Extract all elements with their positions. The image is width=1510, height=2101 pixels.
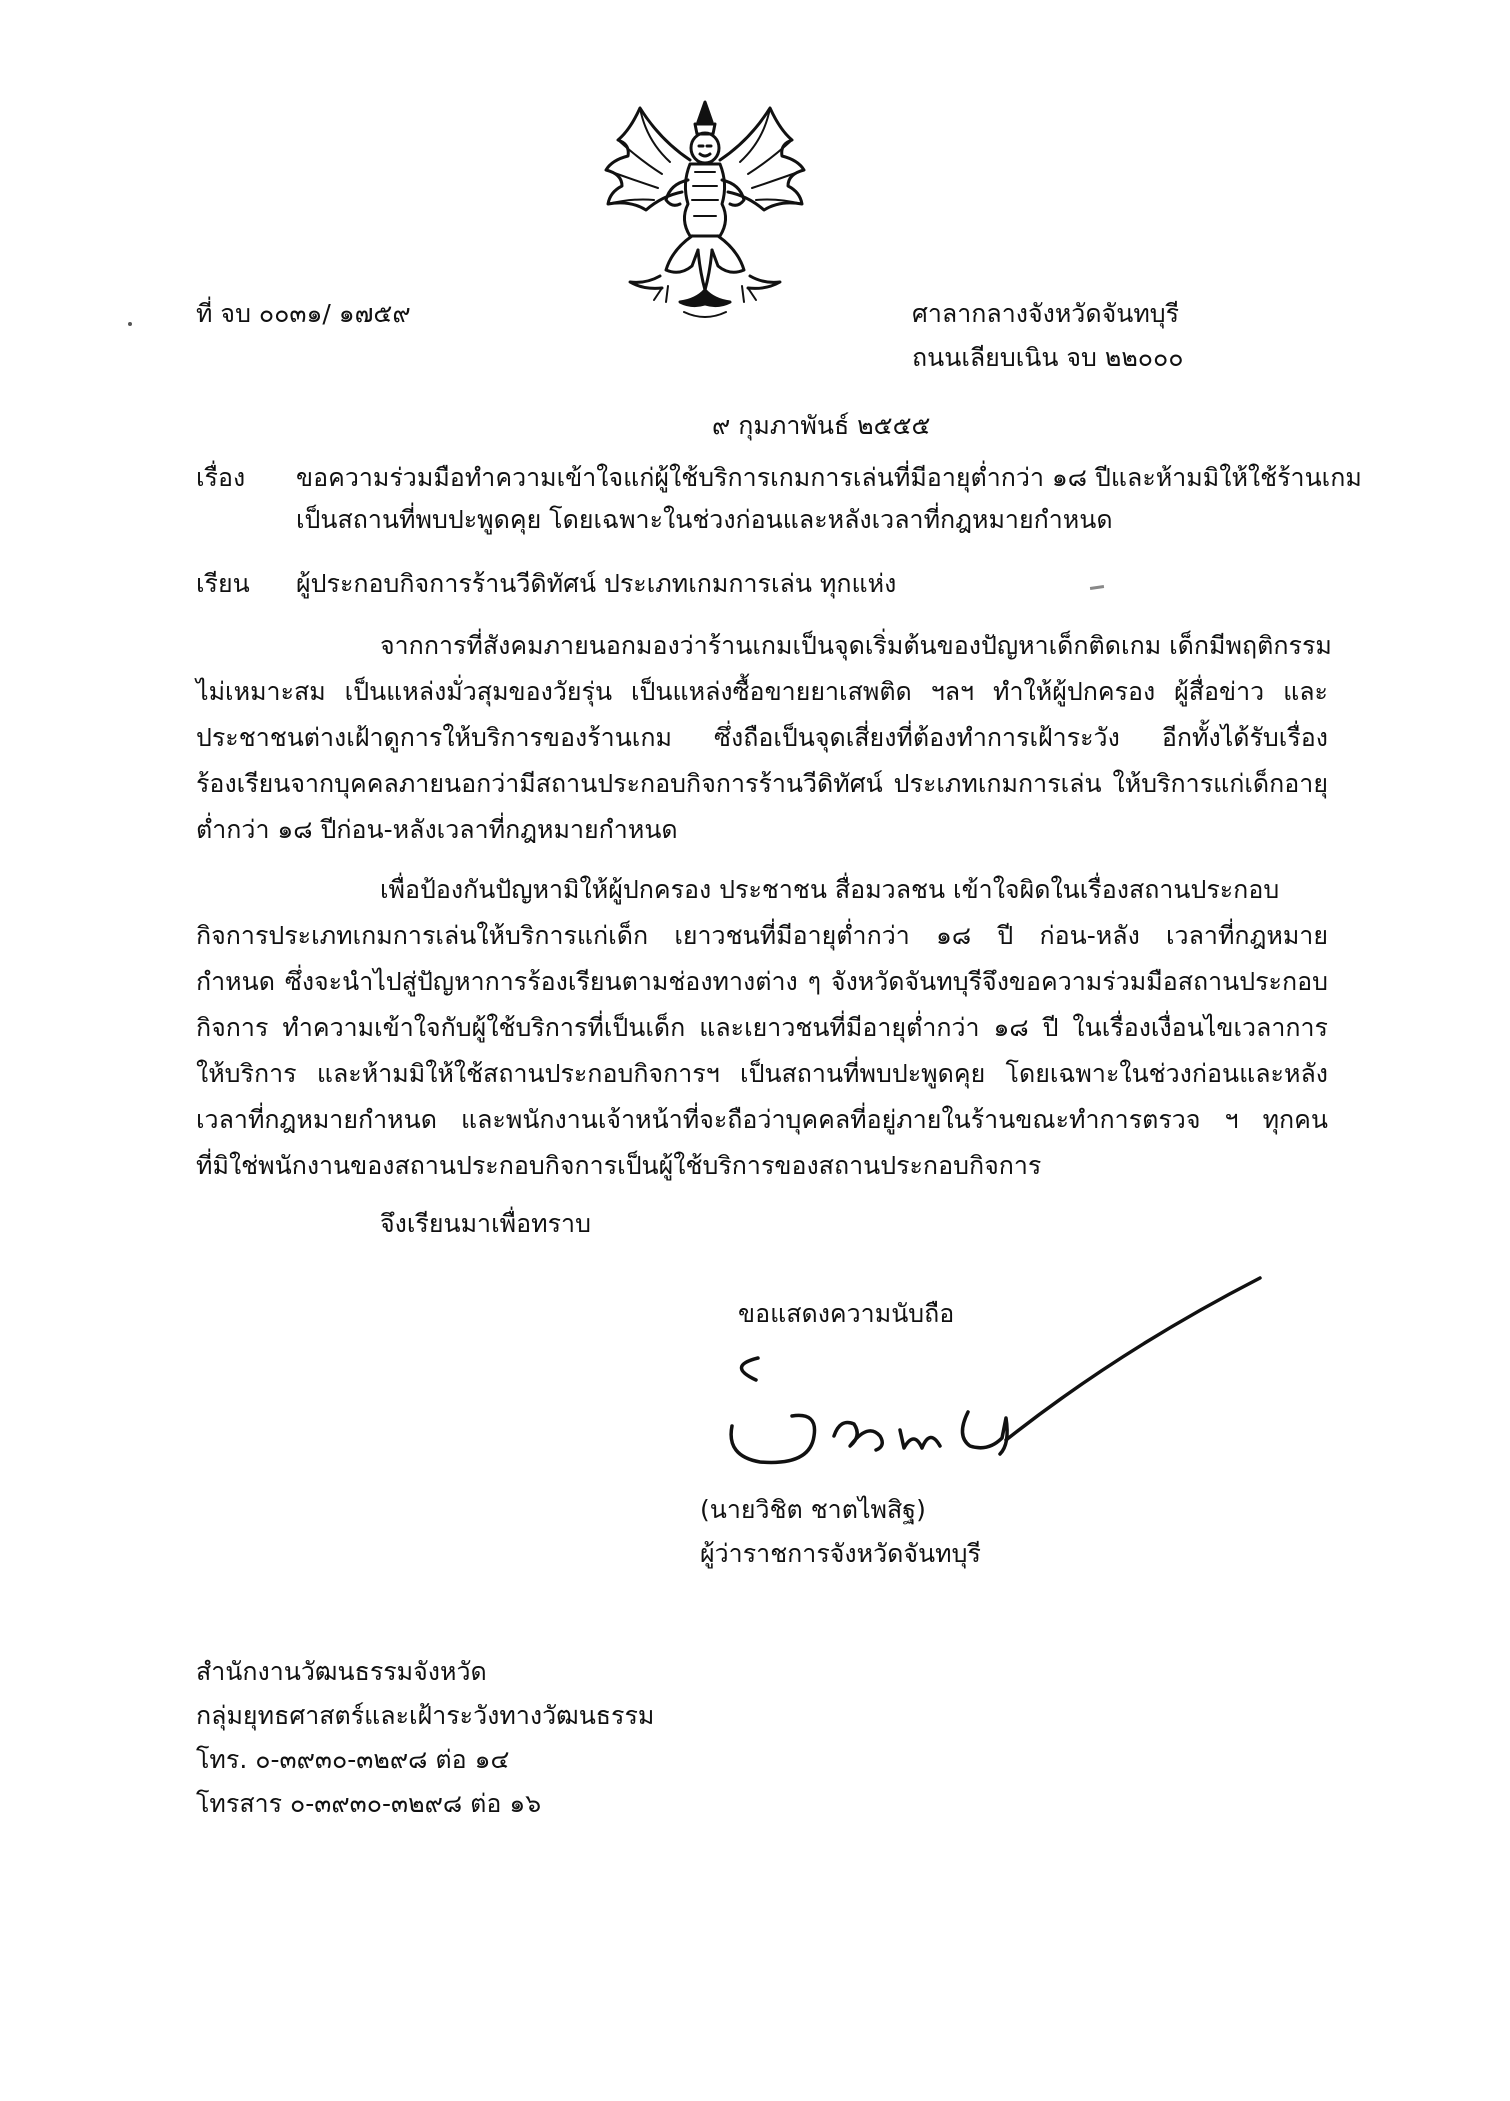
paragraph-line: ประชาชนต่างเฝ้าดูการให้บริการของร้านเกม ซึ่งถือเป็นจุดเสี่ยงที่ต้องทำการเฝ้าระวัง อีกทั้งได้รับเรื่อง <box>196 723 1328 752</box>
handwritten-signature <box>700 1240 1280 1480</box>
recipient-label: เรียน <box>196 569 250 598</box>
signatory-name: (นายวิชิต ชาตไพสิฐ) <box>700 1495 926 1524</box>
contact-group: กลุ่มยุทธศาสตร์และเฝ้าระวังทางวัฒนธรรม <box>196 1701 655 1730</box>
signatory-position: ผู้ว่าราชการจังหวัดจันทบุรี <box>700 1539 981 1568</box>
contact-office: สำนักงานวัฒนธรรมจังหวัด <box>196 1657 487 1686</box>
paragraph-line: กำหนด ซึ่งจะนำไปสู่ปัญหาการร้องเรียนตามช่องทางต่าง ๆ จังหวัดจันทบุรีจึงขอความร่วมมือสถานประกอบ <box>196 967 1328 996</box>
subject-line-1: ขอความร่วมมือทำความเข้าใจแก่ผู้ใช้บริการเกมการเล่นที่มีอายุต่ำกว่า ๑๘ ปีและห้ามมิให้ใช้ร้านเกม <box>296 463 1362 492</box>
paragraph-line: ที่มิใช่พนักงานของสถานประกอบกิจการเป็นผู้ใช้บริการของสถานประกอบกิจการ <box>196 1151 1042 1180</box>
subject-line-2: เป็นสถานที่พบปะพูดคุย โดยเฉพาะในช่วงก่อนและหลังเวลาที่กฎหมายกำหนด <box>296 505 1113 534</box>
paragraph-line: เวลาที่กฎหมายกำหนด และพนักงานเจ้าหน้าที่จะถือว่าบุคคลที่อยู่ภายในร้านขณะทำการตรวจ ฯ ทุกคน <box>196 1105 1328 1134</box>
office-address: ถนนเลียบเนิน จบ ๒๒๐๐๐ <box>912 343 1184 372</box>
paragraph-line: ต่ำกว่า ๑๘ ปีก่อน-หลังเวลาที่กฎหมายกำหนด <box>196 815 678 844</box>
reference-number: ที่ จบ ๐๐๓๑/ ๑๗๕๙ <box>196 299 411 328</box>
closing-notice: จึงเรียนมาเพื่อทราบ <box>380 1209 591 1238</box>
closing-regards: ขอแสดงความนับถือ <box>738 1299 955 1328</box>
subject-label: เรื่อง <box>196 463 246 492</box>
paragraph-line: กิจการ ทำความเข้าใจกับผู้ใช้บริการที่เป็นเด็ก และเยาวชนที่มีอายุต่ำกว่า ๑๘ ปี ในเรื่องเงื่อนไขเวลาการ <box>196 1013 1328 1042</box>
scan-speck <box>1090 585 1104 590</box>
contact-phone: โทร. ๐-๓๙๓๐-๓๒๙๘ ต่อ ๑๔ <box>196 1745 510 1774</box>
office-name: ศาลากลางจังหวัดจันทบุรี <box>912 299 1180 328</box>
scan-speck <box>128 322 132 326</box>
paragraph-line: ไม่เหมาะสม เป็นแหล่งมั่วสุมของวัยรุ่น เป็นแหล่งซื้อขายยาเสพติด ฯลฯ ทำให้ผู้ปกครอง ผู้สื่อข่าว และ <box>196 677 1328 706</box>
contact-fax: โทรสาร ๐-๓๙๓๐-๓๒๙๘ ต่อ ๑๖ <box>196 1789 542 1818</box>
paragraph-line: ให้บริการ และห้ามมิให้ใช้สถานประกอบกิจการฯ เป็นสถานที่พบปะพูดคุย โดยเฉพาะในช่วงก่อนและหลัง <box>196 1059 1328 1088</box>
garuda-emblem-icon <box>600 100 810 322</box>
paragraph-line: กิจการประเภทเกมการเล่นให้บริการแก่เด็ก เยาวชนที่มีอายุต่ำกว่า ๑๘ ปี ก่อน-หลัง เวลาที่กฎหมาย <box>196 921 1328 950</box>
paragraph-line: เพื่อป้องกันปัญหามิให้ผู้ปกครอง ประชาชน สื่อมวลชน เข้าใจผิดในเรื่องสถานประกอบ <box>380 875 1280 904</box>
paragraph-line: จากการที่สังคมภายนอกมองว่าร้านเกมเป็นจุดเริ่มต้นของปัญหาเด็กติดเกม เด็กมีพฤติกรรม <box>380 631 1332 660</box>
letter-date: ๙ กุมภาพันธ์ ๒๕๕๕ <box>712 411 931 440</box>
recipient-text: ผู้ประกอบกิจการร้านวีดิทัศน์ ประเภทเกมการเล่น ทุกแห่ง <box>296 569 897 598</box>
paragraph-line: ร้องเรียนจากบุคคลภายนอกว่ามีสถานประกอบกิจการร้านวีดิทัศน์ ประเภทเกมการเล่น ให้บริการแก่เด็กอายุ <box>196 769 1328 798</box>
